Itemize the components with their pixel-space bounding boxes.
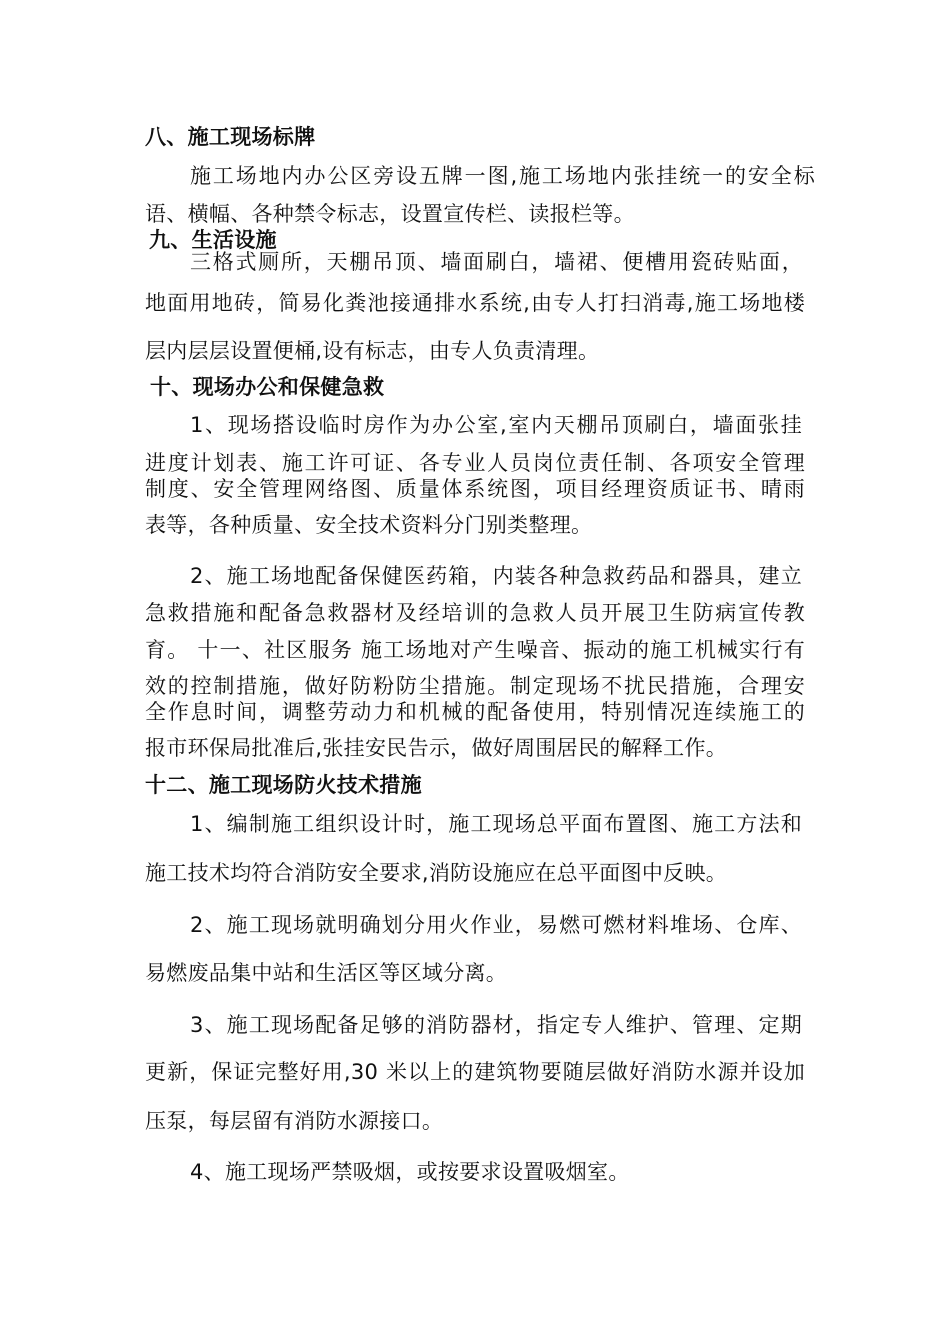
section-12-p2-line-1: 2、施工现场就明确划分用火作业，易燃可燃材料堆场、仓库、 xyxy=(190,913,802,937)
section-10-p2-line-2: 急救措施和配备急救器材及经培训的急救人员开展卫生防病宣传教 xyxy=(145,601,805,625)
section-12-p1-line-2: 施工技术均符合消防安全要求,消防设施应在总平面图中反映。 xyxy=(145,861,728,885)
section-12-p1-line-1: 1、编制施工组织设计时，施工现场总平面布置图、施工方法和 xyxy=(190,812,802,836)
section-10-p1-line-2: 进度计划表、施工许可证、各专业人员岗位责任制、各项安全管理 xyxy=(145,451,805,475)
section-9-line-3: 层内层层设置便桶,设有标志，由专人负责清理。 xyxy=(145,339,600,363)
section-10-p1-line-3: 制度、安全管理网络图、质量体系统图，项目经理资质证书、晴雨 xyxy=(145,477,805,501)
section-10-p2-line-4: 效的控制措施，做好防粉防尘措施。制定现场不扰民措施，合理安 xyxy=(145,674,805,698)
section-12-p2-line-2: 易燃废品集中站和生活区等区域分离。 xyxy=(145,961,508,985)
section-12-p3-line-2: 更新，保证完整好用,30 米以上的建筑物要随层做好消防水源并设加 xyxy=(145,1060,805,1084)
section-12-p4-line-1: 4、施工现场严禁吸烟，或按要求设置吸烟室。 xyxy=(190,1160,630,1184)
section-10-p2-line-1: 2、施工场地配备保健医药箱，内装各种急救药品和器具，建立 xyxy=(190,564,802,588)
section-9-line-2: 地面用地砖，简易化粪池接通排水系统,由专人打扫消毒,施工场地楼 xyxy=(145,291,805,315)
section-10-p1-line-1: 1、现场搭设临时房作为办公室,室内天棚吊顶刷白，墙面张挂 xyxy=(190,413,802,437)
section-12-p3-line-1: 3、施工现场配备足够的消防器材，指定专人维护、管理、定期 xyxy=(190,1013,802,1037)
section-12-p3-line-3: 压泵，每层留有消防水源接口。 xyxy=(145,1109,444,1133)
section-9-line-1: 三格式厕所，天棚吊顶、墙面刷白，墙裙、便槽用瓷砖贴面， xyxy=(190,250,803,274)
section-8-line-2: 语、横幅、各种禁令标志，设置宣传栏、读报栏等。 xyxy=(145,202,635,226)
section-8-line-1: 施工场地内办公区旁设五牌一图,施工场地内张挂统一的安全标 xyxy=(190,164,815,188)
section-10-p2-line-6: 报市环保局批准后,张挂安民告示，做好周围居民的解释工作。 xyxy=(145,736,728,760)
section-10-heading: 十、现场办公和保健急救 xyxy=(150,375,385,399)
section-10-p1-line-4: 表等，各种质量、安全技术资料分门别类整理。 xyxy=(145,513,593,537)
section-12-heading: 十二、施工现场防火技术措施 xyxy=(145,773,422,797)
section-10-p2-line-3: 育。 十一、社区服务 施工场地对产生噪音、振动的施工机械实行有 xyxy=(145,638,805,662)
section-10-p2-line-5: 全作息时间，调整劳动力和机械的配备使用，特别情况连续施工的 xyxy=(145,700,805,724)
section-8-heading: 八、施工现场标牌 xyxy=(145,125,316,149)
section-9-heading: 九、生活设施 xyxy=(149,228,277,252)
